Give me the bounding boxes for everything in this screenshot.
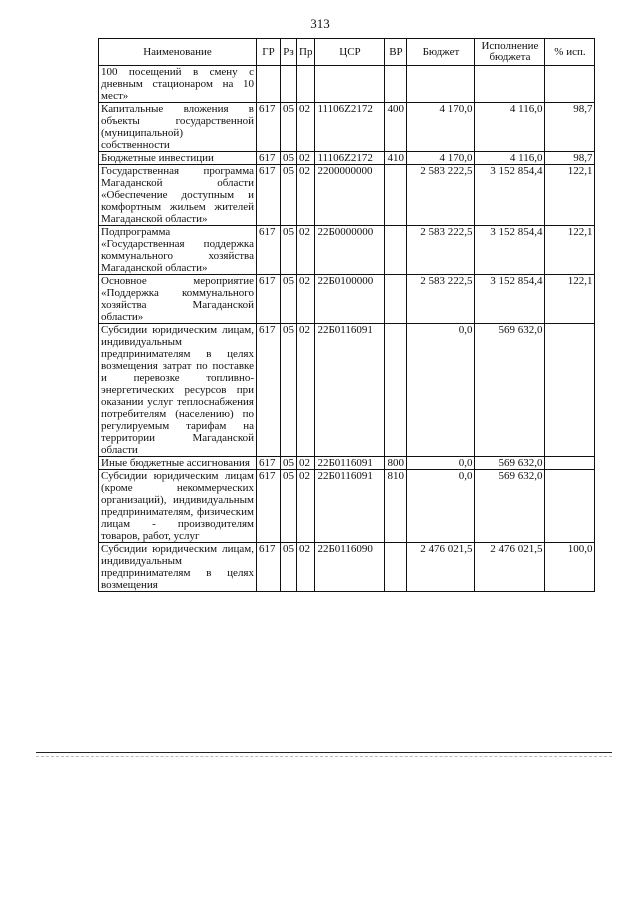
cell-csr: 11106Z2172 bbox=[315, 103, 385, 152]
cell-rz: 05 bbox=[281, 165, 297, 226]
cell-vr bbox=[385, 226, 407, 275]
cell-pr: 02 bbox=[297, 226, 315, 275]
cell-pr bbox=[297, 66, 315, 103]
cell-pct: 122,1 bbox=[545, 165, 595, 226]
table-row bbox=[99, 103, 595, 152]
cell-csr: 22Б0116091 bbox=[315, 470, 385, 543]
cell-csr: 22Б0116091 bbox=[315, 457, 385, 470]
cell-gr: 617 bbox=[257, 226, 281, 275]
budget-table bbox=[98, 38, 595, 592]
cell-name: Государственная программа Магаданской области «Обеспечение доступным и комфортным жильем жителей Магаданской области» bbox=[99, 165, 257, 226]
cell-pct: 122,1 bbox=[545, 275, 595, 324]
cell-pct bbox=[545, 470, 595, 543]
cell-pct: 122,1 bbox=[545, 226, 595, 275]
cell-execution: 2 476 021,5 bbox=[475, 543, 545, 592]
cell-vr: 400 bbox=[385, 103, 407, 152]
cell-vr bbox=[385, 324, 407, 457]
cell-execution: 3 152 854,4 bbox=[475, 275, 545, 324]
header-pr: Пр bbox=[297, 39, 315, 66]
cell-gr: 617 bbox=[257, 275, 281, 324]
cell-execution bbox=[475, 66, 545, 103]
cell-budget: 4 170,0 bbox=[407, 152, 475, 165]
cell-pct: 100,0 bbox=[545, 543, 595, 592]
table-row bbox=[99, 543, 595, 592]
cell-gr: 617 bbox=[257, 103, 281, 152]
cell-pr: 02 bbox=[297, 457, 315, 470]
header-csr: ЦСР bbox=[315, 39, 385, 66]
cell-csr bbox=[315, 66, 385, 103]
cell-pct: 98,7 bbox=[545, 152, 595, 165]
cell-execution: 569 632,0 bbox=[475, 470, 545, 543]
cell-csr: 22Б0000000 bbox=[315, 226, 385, 275]
cell-execution: 569 632,0 bbox=[475, 457, 545, 470]
cell-name: Иные бюджетные ассигнования bbox=[99, 457, 257, 470]
cell-rz: 05 bbox=[281, 103, 297, 152]
cell-csr: 2200000000 bbox=[315, 165, 385, 226]
cell-execution: 3 152 854,4 bbox=[475, 165, 545, 226]
page-divider-faint bbox=[36, 756, 612, 757]
cell-budget: 0,0 bbox=[407, 457, 475, 470]
cell-name: 100 посещений в смену с дневным стационаром на 10 мест» bbox=[99, 66, 257, 103]
header-rz: Рз bbox=[281, 39, 297, 66]
cell-rz: 05 bbox=[281, 457, 297, 470]
header-budget: Бюджет bbox=[407, 39, 475, 66]
cell-rz: 05 bbox=[281, 152, 297, 165]
cell-gr: 617 bbox=[257, 543, 281, 592]
cell-pct bbox=[545, 457, 595, 470]
cell-pr: 02 bbox=[297, 152, 315, 165]
cell-rz: 05 bbox=[281, 275, 297, 324]
table-row bbox=[99, 226, 595, 275]
header-pct: % исп. bbox=[545, 39, 595, 66]
cell-budget: 4 170,0 bbox=[407, 103, 475, 152]
cell-vr: 800 bbox=[385, 457, 407, 470]
cell-pr: 02 bbox=[297, 165, 315, 226]
table-row bbox=[99, 165, 595, 226]
cell-rz: 05 bbox=[281, 543, 297, 592]
cell-pr: 02 bbox=[297, 324, 315, 457]
cell-gr: 617 bbox=[257, 165, 281, 226]
cell-execution: 4 116,0 bbox=[475, 103, 545, 152]
table-header bbox=[99, 39, 595, 66]
cell-vr bbox=[385, 543, 407, 592]
page-number: 313 bbox=[310, 16, 330, 31]
cell-vr: 410 bbox=[385, 152, 407, 165]
cell-budget: 2 476 021,5 bbox=[407, 543, 475, 592]
cell-csr: 22Б0116090 bbox=[315, 543, 385, 592]
cell-name: Субсидии юридическим лицам (кроме некоммерческих организаций), индивидуальным предпринимателям, физическим лицам - производителям товаров, работ, услуг bbox=[99, 470, 257, 543]
cell-gr bbox=[257, 66, 281, 103]
cell-vr bbox=[385, 275, 407, 324]
cell-pct bbox=[545, 66, 595, 103]
cell-pr: 02 bbox=[297, 103, 315, 152]
cell-pr: 02 bbox=[297, 470, 315, 543]
cell-pr: 02 bbox=[297, 275, 315, 324]
cell-pct: 98,7 bbox=[545, 103, 595, 152]
cell-pct bbox=[545, 324, 595, 457]
cell-execution: 4 116,0 bbox=[475, 152, 545, 165]
cell-csr: 22Б0116091 bbox=[315, 324, 385, 457]
cell-rz: 05 bbox=[281, 226, 297, 275]
cell-budget: 0,0 bbox=[407, 324, 475, 457]
cell-pr: 02 bbox=[297, 543, 315, 592]
cell-rz: 05 bbox=[281, 324, 297, 457]
header-vr: ВР bbox=[385, 39, 407, 66]
table-row bbox=[99, 470, 595, 543]
cell-execution: 3 152 854,4 bbox=[475, 226, 545, 275]
table-body bbox=[99, 66, 595, 592]
cell-budget: 2 583 222,5 bbox=[407, 226, 475, 275]
cell-name: Субсидии юридическим лицам, индивидуальным предпринимателям в целях возмещения bbox=[99, 543, 257, 592]
cell-name: Субсидии юридическим лицам, индивидуальным предпринимателям в целях возмещения затрат по поставке и перевозке топливно-энергетических ресурсов при оказании услуг теплоснабжения потребителям (населению) по регулируемым тарифам на территории Магаданской области bbox=[99, 324, 257, 457]
cell-vr bbox=[385, 66, 407, 103]
cell-vr: 810 bbox=[385, 470, 407, 543]
cell-rz: 05 bbox=[281, 470, 297, 543]
table-row bbox=[99, 457, 595, 470]
table-row bbox=[99, 275, 595, 324]
cell-name: Капитальные вложения в объекты государственной (муниципальной) собственности bbox=[99, 103, 257, 152]
table-row bbox=[99, 324, 595, 457]
cell-budget: 2 583 222,5 bbox=[407, 275, 475, 324]
cell-vr bbox=[385, 165, 407, 226]
cell-gr: 617 bbox=[257, 457, 281, 470]
table-row bbox=[99, 152, 595, 165]
cell-budget: 2 583 222,5 bbox=[407, 165, 475, 226]
cell-name: Бюджетные инвестиции bbox=[99, 152, 257, 165]
cell-gr: 617 bbox=[257, 324, 281, 457]
header-gr: ГР bbox=[257, 39, 281, 66]
cell-gr: 617 bbox=[257, 470, 281, 543]
cell-budget bbox=[407, 66, 475, 103]
cell-rz bbox=[281, 66, 297, 103]
cell-csr: 11106Z2172 bbox=[315, 152, 385, 165]
cell-execution: 569 632,0 bbox=[475, 324, 545, 457]
cell-name: Основное мероприятие «Поддержка коммунального хозяйства Магаданской области» bbox=[99, 275, 257, 324]
header-execution: Исполнение бюджета bbox=[475, 39, 545, 66]
page-divider bbox=[36, 752, 612, 753]
cell-gr: 617 bbox=[257, 152, 281, 165]
cell-csr: 22Б0100000 bbox=[315, 275, 385, 324]
table-row bbox=[99, 66, 595, 103]
header-name: Наименование bbox=[99, 39, 257, 66]
cell-name: Подпрограмма «Государственная поддержка коммунального хозяйства Магаданской области» bbox=[99, 226, 257, 275]
cell-budget: 0,0 bbox=[407, 470, 475, 543]
